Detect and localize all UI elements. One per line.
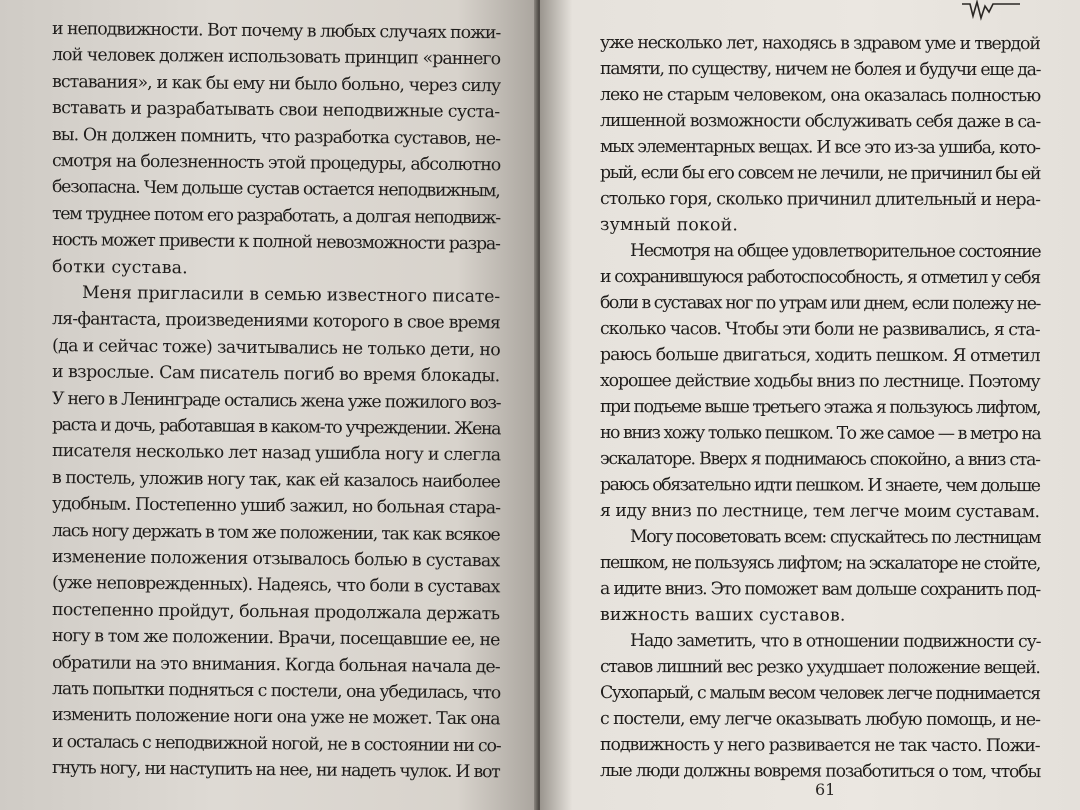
text-line: боли в суставах ног по утрам или днем, если полежу не- [599, 293, 1040, 315]
text-line: и осталась с неподвижной ногой, не в состоянии ни со- [51, 731, 501, 757]
text-line: но вниз хожу только пешком. То же самое — в метро на [599, 423, 1041, 445]
text-line: подвижность у него развивается не так часто. Пожи- [599, 735, 1040, 757]
text-line: Меня пригласили в семью известного писате- [81, 283, 501, 308]
text-line: лась ногу держать в том же положении, так как всякое [51, 520, 500, 545]
text-line: безопасна. Чем дольше сустав остается неподвижным, [51, 177, 500, 202]
text-line: вставания», и как бы ему ни было больно, через силу [51, 71, 501, 97]
text-line: удобным. Постепенно ушиб зажил, но больная стара- [51, 494, 501, 519]
text-line: мых элементарных вещах. И все это из-за ушиба, кото- [599, 137, 1040, 159]
text-line: в постель, уложив ногу так, как ей казалось наиболее [51, 467, 500, 493]
text-line: ля-фантаста, произведениями которого в свое время [51, 309, 501, 334]
right-page [540, 0, 1080, 810]
text-line: раюсь больше двигаться, ходить пешком. Я отметил [599, 345, 1040, 367]
text-line: раюсь обязательно идти пешком. И знаете, чем дольше [599, 475, 1040, 497]
text-line: изменить положение ноги она уже не может. Так она [51, 705, 500, 730]
text-line: Сухопарый, с малым весом человек легче поднимается [599, 683, 1040, 705]
text-line: при подъеме выше третьего этажа я пользуюсь лифтом, [599, 397, 1041, 419]
text-line: лой человек должен использовать принцип «раннего [51, 45, 501, 70]
text-line: обратили на это внимания. Когда больная начала де- [51, 652, 500, 677]
text-line: гнуть ногу, ни наступить на нее, ни надеть чулок. И вот [51, 758, 500, 783]
text-line: (да и сейчас тоже) зачитывались не только дети, но [51, 335, 501, 361]
text-line: леко не старым человеком, она оказалась полностью [599, 85, 1041, 107]
text-line: вы. Он должен помнить, что разработка суставов, не- [51, 124, 501, 149]
text-line: с постели, ему легче оказывать любую помощь, и не- [599, 709, 1040, 731]
left-page-text [0, 0, 538, 810]
text-line: смотря на болезненность этой процедуры, абсолютно [51, 151, 501, 176]
text-line: изменение положения отзывалось болью в суставах [51, 547, 500, 572]
text-line: хорошее действие ходьбы вниз по лестнице. Поэтому [599, 371, 1040, 393]
text-line: ботки сустава. [51, 256, 188, 278]
text-line: и взрослые. Сам писатель погиб во время блокады. [51, 362, 500, 387]
text-line: рый, если бы его совсем не лечили, не причинил бы ей [599, 163, 1041, 185]
text-line: Могу посоветовать всем: спускайтесь по лестницам [629, 527, 1041, 549]
text-line: Несмотря на общее удовлетворительное состояние [629, 241, 1041, 263]
text-line: и сохранившуюся работоспособность, я отметил у себя [599, 267, 1040, 289]
text-line: ставов лишний вес резко ухудшает положение вещей. [599, 657, 1040, 679]
text-line: столько горя, сколько причинил длительный и нера- [599, 189, 1041, 211]
text-line: лать попытки подняться с постели, она убедилась, что [51, 679, 501, 704]
text-line: вставать и разрабатывать свои неподвижные суста- [51, 98, 500, 123]
text-line: вижность ваших суставов. [599, 605, 846, 626]
text-line: лишенной возможности обслуживать себя даже в са- [599, 111, 1041, 133]
text-line: памяти, по существу, ничем не болея и будучи еще да- [599, 59, 1041, 81]
text-line: У него в Ленинграде остались жена уже пожилого воз- [51, 388, 501, 413]
text-line: пешком, не пользуясь лифтом; на эскалаторе не стойте, [599, 553, 1040, 575]
text-line: зумный покой. [599, 215, 739, 236]
text-line: постепенно пройдут, больная продолжала держать [51, 599, 500, 625]
text-line: Надо заметить, что в отношении подвижности су- [629, 631, 1041, 653]
text-line: ность может привести к полной невозможности разра- [51, 230, 500, 255]
text-line: а идите вниз. Это поможет вам дольше сохранить под- [599, 579, 1041, 601]
text-line: сколько часов. Чтобы эти боли не развивались, я ста- [599, 319, 1040, 341]
text-line: ногу в том же положении. Врачи, посещавшие ее, не [51, 626, 500, 651]
text-line: лые люди должны вовремя позаботиться о том, чтобы [599, 761, 1041, 783]
text-line: писателя несколько лет назад ушибла ногу и слегла [51, 441, 501, 466]
text-line: раста и дочь, работавшая в каком-то учреждении. Жена [51, 415, 501, 440]
text-line: уже несколько лет, находясь в здравом уме и твердой [599, 33, 1040, 55]
text-line: эскалаторе. Вверх я поднимаюсь спокойно, а вниз ста- [599, 449, 1040, 471]
text-line: и неподвижности. Вот почему в любых случаях пожи- [51, 19, 501, 44]
text-line: тем труднее потом его разработать, а долгая неподвиж- [51, 203, 500, 229]
text-line: я иду вниз по лестнице, тем легче моим суставам. [599, 501, 1040, 523]
page-number: 61 [815, 780, 836, 799]
right-page-text [540, 0, 1080, 810]
text-line: (уже неповрежденных). Надеясь, что боли в суставах [51, 573, 500, 598]
left-page [0, 0, 538, 810]
